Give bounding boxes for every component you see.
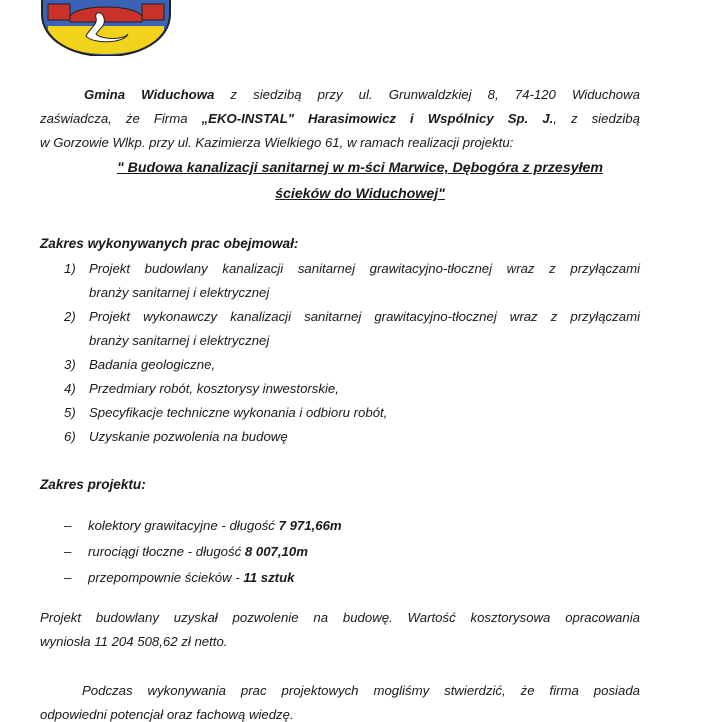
list-item-number: 1) — [64, 261, 76, 276]
list-item-text: Projekt budowlany kanalizacji sanitarnej grawitacyjno-tłocznej wraz z przyłączami — [89, 261, 640, 276]
intro-certifies: zaświadcza, że Firma — [40, 111, 202, 126]
bullet-dash: – — [64, 544, 72, 559]
bullet-dash: – — [64, 570, 72, 585]
project-title-line-2: ścieków do Widuchowej" — [275, 186, 445, 202]
list-item-text: Badania geologiczne, — [89, 357, 216, 372]
closing-line-1: Podczas wykonywania prac projektowych mogliśmy stwierdzić, że firma posiada — [82, 683, 640, 698]
bullet-label: rurociągi tłoczne - długość — [88, 544, 245, 559]
list-item-number: 6) — [64, 429, 76, 444]
bullet-value: 11 sztuk — [243, 570, 295, 585]
scope-project-heading: Zakres projektu: — [40, 477, 146, 492]
permit-line-1: Projekt budowlany uzyskał pozwolenie na budowę. Wartość kosztorysowa opracowania — [40, 610, 640, 625]
list-item-text: Uzyskanie pozwolenia na budowę — [89, 429, 288, 444]
closing-line-2: odpowiedni potencjał oraz fachową wiedzę. — [40, 707, 294, 722]
bullet-dash: – — [64, 518, 72, 533]
list-item-text: branży sanitarnej i elektrycznej — [89, 333, 270, 348]
list-item-number: 2) — [64, 309, 76, 324]
list-item-number: 4) — [64, 381, 76, 396]
list-item-text: branży sanitarnej i elektrycznej — [89, 285, 270, 300]
bullet-value: 7 971,66m — [278, 518, 342, 533]
bullet-label: przepompownie ścieków - — [88, 570, 244, 585]
list-item-text: Specyfikacje techniczne wykonania i odbioru robót, — [89, 405, 388, 420]
list-item-text: Projekt wykonawczy kanalizacji sanitarnej grawitacyjno-tłocznej wraz z przyłączami — [89, 309, 640, 324]
intro-line-2 — [40, 112, 640, 125]
municipality-name: Gmina Widuchowa — [84, 87, 215, 102]
intro-line-3: w Gorzowie Wlkp. przy ul. Kazimierza Wielkiego 61, w ramach realizacji projektu: — [40, 135, 514, 150]
list-item-number: 5) — [64, 405, 76, 420]
list-item-text: Przedmiary robót, kosztorysy inwestorskie, — [89, 381, 339, 396]
permit-line-2: wyniosła 11 204 508,62 zł netto. — [40, 634, 228, 649]
project-title-line-1: " Budowa kanalizacji sanitarnej w m-ści Marwice, Dębogóra z przesyłem — [116, 160, 604, 176]
list-item-number: 3) — [64, 357, 76, 372]
bullet-label: kolektory grawitacyjne - długość — [88, 518, 279, 533]
company-name: „EKO-INSTAL" Harasimowicz i Wspólnicy Sp. J. — [201, 111, 554, 126]
widuchowa-coat-of-arms-icon — [40, 0, 172, 56]
bullet-value: 8 007,10m — [244, 544, 308, 559]
intro-line-1 — [40, 88, 640, 101]
intro-address: z siedzibą przy ul. Grunwaldzkiej 8, 74-120 Widuchowa — [214, 87, 640, 102]
intro-seat: , z siedzibą — [553, 111, 640, 126]
scope-works-heading: Zakres wykonywanych prac obejmował: — [40, 236, 299, 251]
